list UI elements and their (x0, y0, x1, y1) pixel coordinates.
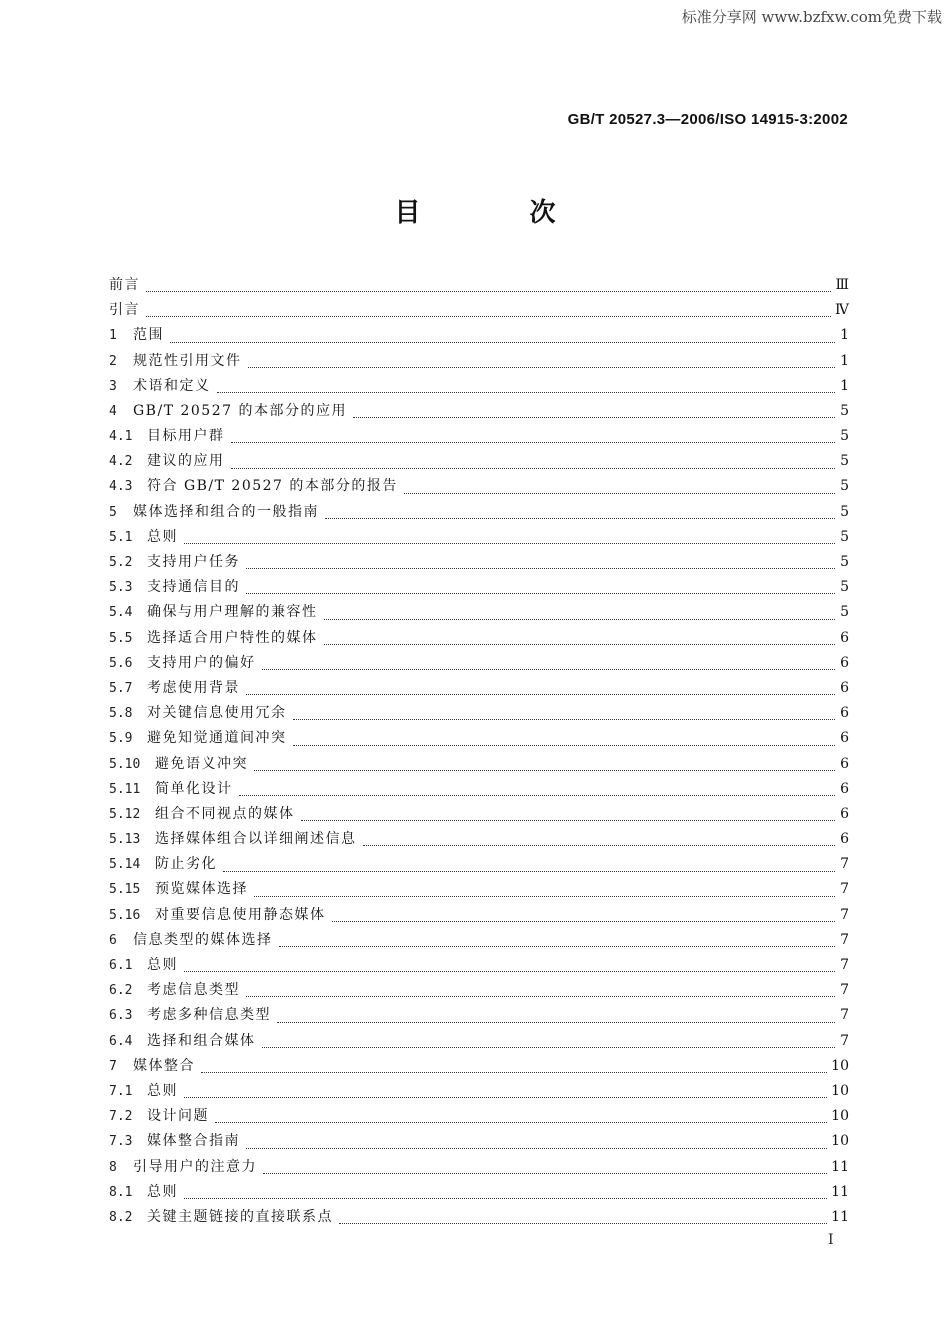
toc-entry-page: 7 (840, 931, 849, 948)
toc-entry-number: 5.16 (109, 907, 141, 923)
toc-entry-page: 10 (831, 1082, 849, 1099)
toc-entry-page: 6 (840, 805, 849, 822)
toc-leader-dots (262, 661, 836, 670)
table-of-contents (109, 273, 849, 1230)
toc-leader-dots (263, 1165, 827, 1174)
toc-entry-number: 7.2 (109, 1109, 133, 1125)
toc-entry-page: 5 (840, 453, 849, 470)
toc-entry (109, 903, 849, 928)
toc-leader-dots (293, 737, 836, 746)
toc-leader-dots (146, 308, 831, 317)
toc-entry-page: 5 (840, 478, 849, 495)
toc-entry-number: 5.10 (109, 756, 141, 772)
toc-entry (109, 475, 849, 500)
toc-entry (109, 1054, 849, 1079)
toc-entry-page: 7 (840, 906, 849, 923)
toc-entry-label: 引导用户的注意力 (133, 1158, 257, 1175)
toc-entry-label: 避免知觉通道间冲突 (147, 730, 287, 747)
toc-entry-page: 5 (840, 579, 849, 596)
toc-entry-label: 考虑使用背景 (147, 679, 240, 696)
toc-entry-label: 选择媒体组合以详细阐述信息 (155, 831, 357, 848)
toc-leader-dots (339, 1215, 827, 1224)
toc-entry-number: 5.8 (109, 706, 133, 722)
toc-entry-page: 1 (840, 352, 849, 369)
toc-entry (109, 852, 849, 877)
toc-entry-label: 范围 (133, 327, 164, 344)
toc-entry-label: 避免语义冲突 (155, 755, 248, 772)
toc-entry-label: 预览媒体选择 (155, 881, 248, 898)
toc-entry (109, 449, 849, 474)
toc-leader-dots (146, 283, 831, 292)
toc-entry (109, 399, 849, 424)
toc-entry-page: 6 (840, 654, 849, 671)
toc-entry-page: 7 (840, 1007, 849, 1024)
toc-entry-label: 术语和定义 (133, 377, 211, 394)
toc-entry (109, 953, 849, 978)
toc-entry-label: 支持通信目的 (147, 579, 240, 596)
toc-leader-dots (325, 510, 835, 519)
toc-entry-label: GB/T 20527 的本部分的应用 (133, 402, 347, 419)
toc-entry-label: 考虑信息类型 (147, 982, 240, 999)
toc-entry-page: 5 (840, 604, 849, 621)
toc-entry-number: 2 (109, 353, 117, 369)
toc-entry-number: 1 (109, 328, 117, 344)
toc-entry-page: 1 (840, 327, 849, 344)
toc-entry-number: 5.9 (109, 731, 133, 747)
toc-leader-dots (254, 762, 835, 771)
toc-entry-page: 6 (840, 705, 849, 722)
toc-entry-label: 建议的应用 (147, 453, 225, 470)
toc-entry (109, 298, 849, 323)
toc-entry-page: 7 (840, 881, 849, 898)
toc-entry-label: 前言 (109, 276, 140, 293)
toc-entry-label: 符合 GB/T 20527 的本部分的报告 (147, 478, 398, 495)
toc-entry (109, 651, 849, 676)
toc-entry-label: 设计问题 (147, 1108, 209, 1125)
toc-entry (109, 827, 849, 852)
toc-entry-number: 7.3 (109, 1134, 133, 1150)
toc-entry-number: 6.2 (109, 983, 133, 999)
toc-entry-page: 5 (840, 428, 849, 445)
toc-leader-dots (293, 711, 836, 720)
toc-entry-page: 10 (831, 1108, 849, 1125)
toc-entry-label: 选择和组合媒体 (147, 1032, 256, 1049)
toc-entry (109, 1205, 849, 1230)
toc-entry-label: 防止劣化 (155, 856, 217, 873)
toc-leader-dots (201, 1064, 827, 1073)
standard-code: GB/T 20527.3—2006/ISO 14915-3:2002 (567, 111, 848, 128)
toc-leader-dots (248, 359, 836, 368)
toc-entry-page: 5 (840, 554, 849, 571)
toc-leader-dots (184, 535, 835, 544)
toc-entry-label: 对重要信息使用静态媒体 (155, 906, 326, 923)
toc-entry-number: 8.2 (109, 1209, 133, 1225)
toc-entry-page: 6 (840, 831, 849, 848)
toc-entry-number: 5.3 (109, 580, 133, 596)
toc-entry (109, 1029, 849, 1054)
toc-entry (109, 600, 849, 625)
toc-entry (109, 323, 849, 348)
toc-entry-label: 媒体选择和组合的一般指南 (133, 503, 319, 520)
toc-entry-number: 3 (109, 378, 117, 394)
toc-entry-page: 6 (840, 679, 849, 696)
toc-leader-dots (246, 560, 835, 569)
toc-entry-label: 总则 (147, 957, 178, 974)
toc-entry (109, 626, 849, 651)
toc-leader-dots (353, 409, 835, 418)
toc-entry-number: 5.5 (109, 630, 133, 646)
toc-entry (109, 726, 849, 751)
toc-entry-number: 4.3 (109, 479, 133, 495)
toc-entry (109, 752, 849, 777)
toc-entry-page: 7 (840, 957, 849, 974)
toc-leader-dots (184, 963, 835, 972)
toc-entry-label: 支持用户的偏好 (147, 654, 256, 671)
toc-leader-dots (324, 611, 836, 620)
toc-entry-number: 4.2 (109, 454, 133, 470)
toc-entry-number: 5.11 (109, 781, 141, 797)
toc-entry (109, 1180, 849, 1205)
toc-entry-label: 总则 (147, 528, 178, 545)
toc-entry-number: 4 (109, 403, 117, 419)
toc-entry-page: 10 (831, 1057, 849, 1074)
toc-entry-label: 规范性引用文件 (133, 352, 242, 369)
toc-entry (109, 1079, 849, 1104)
toc-entry (109, 424, 849, 449)
toc-entry-label: 媒体整合指南 (147, 1133, 240, 1150)
toc-entry-number: 5.12 (109, 806, 141, 822)
toc-entry (109, 374, 849, 399)
toc-entry (109, 928, 849, 953)
toc-entry-page: 11 (831, 1208, 849, 1225)
toc-leader-dots (246, 988, 835, 997)
toc-entry-number: 6.4 (109, 1033, 133, 1049)
toc-leader-dots (254, 888, 835, 897)
toc-leader-dots (239, 787, 836, 796)
toc-entry (109, 1155, 849, 1180)
toc-entry-number: 5.15 (109, 882, 141, 898)
toc-entry (109, 878, 849, 903)
toc-entry (109, 349, 849, 374)
toc-entry-page: 6 (840, 730, 849, 747)
toc-entry (109, 777, 849, 802)
toc-leader-dots (217, 384, 836, 393)
toc-entry-label: 组合不同视点的媒体 (155, 805, 295, 822)
toc-leader-dots (231, 460, 836, 469)
toc-entry-number: 4.1 (109, 429, 133, 445)
toc-leader-dots (277, 1014, 835, 1023)
toc-entry (109, 1129, 849, 1154)
toc-entry-page: 6 (840, 629, 849, 646)
toc-entry-label: 信息类型的媒体选择 (133, 931, 273, 948)
toc-entry-page: 7 (840, 1032, 849, 1049)
toc-leader-dots (215, 1114, 827, 1123)
toc-entry (109, 701, 849, 726)
toc-entry-number: 8.1 (109, 1184, 133, 1200)
toc-entry-label: 目标用户群 (147, 428, 225, 445)
toc-entry-label: 关键主题链接的直接联系点 (147, 1208, 333, 1225)
toc-entry-number: 5.4 (109, 605, 133, 621)
toc-entry-label: 支持用户任务 (147, 554, 240, 571)
toc-entry-number: 5.1 (109, 529, 133, 545)
toc-entry (109, 1003, 849, 1028)
toc-leader-dots (170, 334, 835, 343)
toc-leader-dots (262, 1039, 836, 1048)
toc-entry-number: 6 (109, 932, 117, 948)
toc-leader-dots (184, 1190, 827, 1199)
toc-leader-dots (246, 686, 835, 695)
toc-entry-page: 11 (831, 1183, 849, 1200)
toc-entry-number: 5.13 (109, 832, 141, 848)
toc-entry (109, 1104, 849, 1129)
toc-entry-page: 6 (840, 780, 849, 797)
footer-page-number: I (828, 1232, 834, 1248)
toc-entry-label: 确保与用户理解的兼容性 (147, 604, 318, 621)
toc-entry (109, 273, 849, 298)
toc-entry-number: 7 (109, 1058, 117, 1074)
toc-entry-page: 5 (840, 503, 849, 520)
toc-leader-dots (404, 485, 835, 494)
watermark-text: 标准分享网 www.bzfxw.com免费下载 (681, 8, 942, 26)
toc-entry-number: 6.1 (109, 958, 133, 974)
toc-entry (109, 978, 849, 1003)
toc-entry-page: 11 (831, 1158, 849, 1175)
toc-entry-number: 5.14 (109, 857, 141, 873)
toc-entry (109, 550, 849, 575)
toc-entry-label: 媒体整合 (133, 1057, 195, 1074)
toc-entry-label: 选择适合用户特性的媒体 (147, 629, 318, 646)
toc-entry (109, 676, 849, 701)
toc-entry-number: 5 (109, 504, 117, 520)
toc-entry-page: 7 (840, 856, 849, 873)
toc-entry-number: 8 (109, 1159, 117, 1175)
toc-entry-page: 10 (831, 1133, 849, 1150)
toc-entry (109, 500, 849, 525)
toc-leader-dots (246, 585, 835, 594)
toc-entry (109, 802, 849, 827)
toc-entry-number: 5.7 (109, 680, 133, 696)
toc-leader-dots (324, 636, 836, 645)
toc-entry-page: 6 (840, 755, 849, 772)
toc-leader-dots (223, 863, 835, 872)
toc-entry-label: 引言 (109, 302, 140, 319)
toc-leader-dots (184, 1089, 827, 1098)
toc-entry-label: 总则 (147, 1183, 178, 1200)
toc-leader-dots (279, 938, 836, 947)
toc-entry (109, 575, 849, 600)
toc-entry-label: 简单化设计 (155, 780, 233, 797)
toc-leader-dots (363, 837, 836, 846)
toc-entry-number: 5.6 (109, 655, 133, 671)
toc-entry-number: 7.1 (109, 1083, 133, 1099)
toc-entry-page: 5 (840, 402, 849, 419)
toc-leader-dots (231, 434, 836, 443)
toc-leader-dots (301, 812, 836, 821)
toc-leader-dots (246, 1140, 827, 1149)
toc-entry-label: 总则 (147, 1082, 178, 1099)
toc-entry-page: Ⅳ (835, 302, 849, 319)
toc-leader-dots (332, 913, 836, 922)
toc-entry-page: 5 (840, 528, 849, 545)
toc-entry-page: 1 (840, 377, 849, 394)
toc-entry (109, 525, 849, 550)
page-title: 目 次 (394, 198, 606, 228)
toc-entry-page: Ⅲ (835, 276, 849, 293)
toc-entry-number: 5.2 (109, 555, 133, 571)
toc-entry-label: 对关键信息使用冗余 (147, 705, 287, 722)
toc-entry-label: 考虑多种信息类型 (147, 1007, 271, 1024)
toc-entry-number: 6.3 (109, 1008, 133, 1024)
toc-entry-page: 7 (840, 982, 849, 999)
